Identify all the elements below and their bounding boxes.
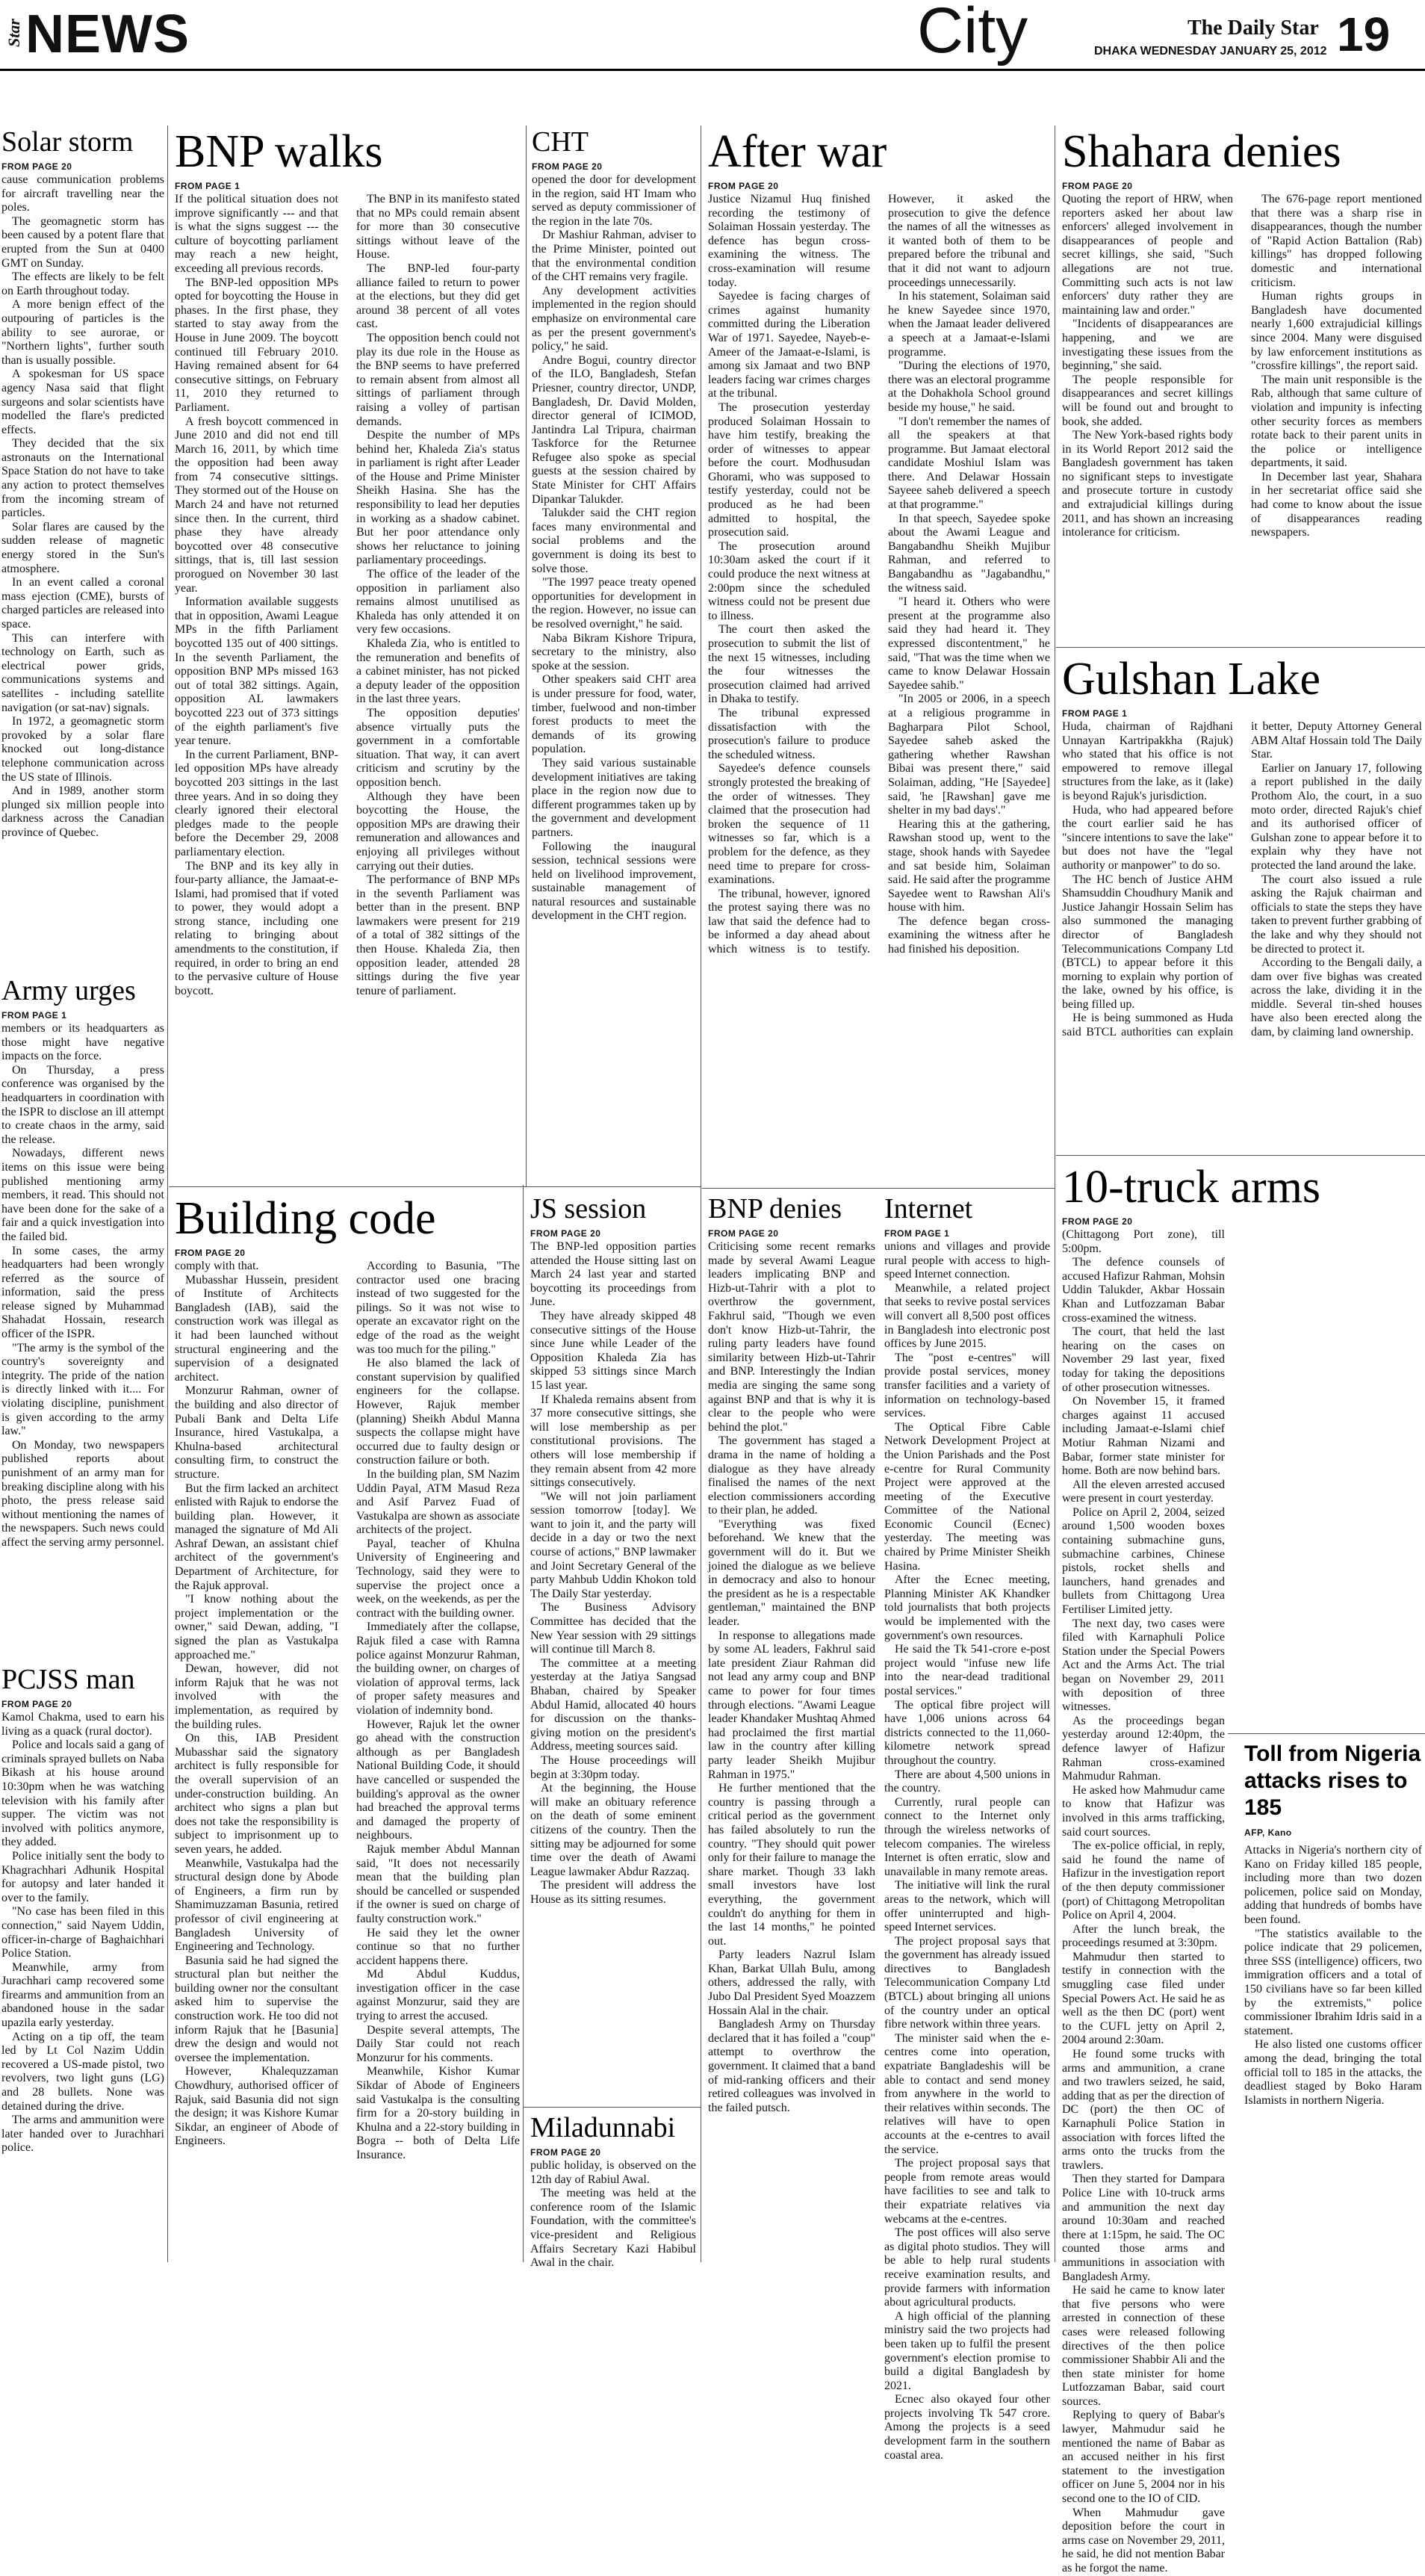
story-paragraph: After the Ecnec meeting, Planning Minister AK Khandker told journalists that both projects would be implemented with the government's own resources. (884, 1573, 1050, 1642)
story-paragraph: "Incidents of disappearances are happening, and we are investigating these issues from the beginning," she said. (1062, 318, 1233, 373)
story-headline: BNP denies (708, 1193, 842, 1224)
story-kicker: AFP, Kano (1244, 1827, 1292, 1838)
story-headline: PCJSS man (1, 1664, 135, 1695)
story-paragraph: The BNP in its manifesto stated that no MPs could remain absent for more than 30 consecutive sittings without leave of the House. (356, 193, 520, 261)
story-paragraph: "I know nothing about the project implementation or the owner," said Dewan, adding, "I signed the plan as Vastukalpa approached me." (175, 1593, 338, 1662)
story-headline: Gulshan Lake (1062, 654, 1321, 705)
story-paragraph: The opposition bench could not play its due role in the House as the BNP seems to have preferred to remain absent from almost all sittings of parliament through raising a volley of partisan demands. (356, 331, 520, 428)
story-paragraph: Replying to query of Babar's lawyer, Mahmudur said he mentioned the name of Babar as an accused neither in his first statement to the investigation officer on June 5, 2004 nor in his second one to the IO of CID. (1062, 2409, 1225, 2506)
story-paragraph: He is being summoned as Huda said BTCL authorities can explain it better, Deputy Attorney General ABM Altaf Hossain told The Daily Star. (1062, 720, 1422, 1039)
story-paragraph: If the political situation does not improve significantly --- and that is what the signs suggest --- the culture of boycotting parliament may reach a new height, exceeding all previous records. (175, 193, 338, 275)
story-body (1, 1711, 164, 2155)
story-paragraph: "During the elections of 1970, there was an electoral programme at the Dohakhola School ground beside my house," he said. (888, 359, 1050, 414)
story-divider (1056, 647, 1425, 648)
story-paragraph: The next day, two cases were filed with Karnaphuli Police Station under the Special Powers Act and the Arms Act. The trial began on November 29, 2011 with deposition of three witnesses. (1062, 1617, 1225, 1714)
story-paragraph: A fresh boycott commenced in June 2010 and did not end till March 16, 2011, by which time the opposition had been away from 74 consecutive sittings. They stormed out of the House on March 24 and have not returned since then. In the current, third phase they have already boycotted over 48 consecutive sittings, that is, till last session prorogued on November 30 last year. (175, 415, 338, 595)
story-paragraph: As the proceedings began yesterday around 12:40pm, the defence lawyer of Hafizur Rahman cross-examined Mahmudur Rahman. (1062, 1714, 1225, 1783)
story-paragraph: comply with that. (175, 1260, 259, 1272)
story-paragraph: Rajuk member Abdul Mannan said, "It does not necessarily mean that the building plan should be cancelled or suspended if the owner is sued on charge of faulty construction work." (356, 1842, 520, 1925)
story-kicker: FROM PAGE 20 (1062, 181, 1133, 191)
story-paragraph: This can interfere with technology on Earth, such as electrical power grids, communications systems and satellites - including satellite navigation (or sat-nav) signals. (1, 631, 164, 714)
story-headline: Miladunnabi (530, 2112, 676, 2143)
story-paragraph: Any development activities implemented in the region should emphasize on environmental care as per the present government's policy," he said. (532, 284, 696, 353)
story-paragraph: The project proposal says that people from remote areas would have facilities to see and talk to their expatriate relatives via webcams at the e-centres. (884, 2157, 1050, 2226)
story-paragraph: He also listed one customs officer among the dead, bringing the total official toll to 185 in the attacks, the deadliest staged by Boko Haram Islamists in northern Nigeria. (1244, 2038, 1422, 2107)
story-kicker: FROM PAGE 20 (708, 1228, 779, 1239)
story-paragraph: On Thursday, a press conference was organised by the headquarters in coordination with the ISPR to disclose an ill attempt to create chaos in the army, said the release. (1, 1063, 164, 1146)
story-body (530, 2159, 696, 2270)
story-paragraph: The tribunal, however, ignored the protest saying there was no law that said the defence had to be informed a day ahead about which witness is to testify. However, it asked the prosecution to give the defence the names of all the witnesses as it wanted both of them to be prepared before the tribunal and that it did not want to adjourn proceedings unnecessarily. (708, 193, 1050, 956)
story-cht (532, 126, 696, 1179)
story-headline: Toll from Nigeria attacks rises to 185 (1244, 1741, 1421, 1820)
story-paragraph: The defence began cross-examining the witness after he had finished his deposition. (888, 914, 1050, 956)
story-paragraph: The court, that held the last hearing on the cases on November 29 last year, fixed today for taking the depositions of other prosecution witnesses. (1062, 1325, 1225, 1394)
story-paragraph: Huda, who had appeared before the court earlier said he has "sincere intentions to save the lake" but does not have the "legal authority or manpower" to do so. (1062, 803, 1233, 872)
story-paragraph: Despite several attempts, The Daily Star could not reach Monzurur for his comments. (356, 2023, 520, 2064)
story-paragraph: Hearing this at the gathering, Rawshan stood up, went to the stage, shook hands with Sayedee and sat beside him, Solaiman said. He said after the programme Sayedee went to Rawshan Ali's house with him. (888, 817, 1050, 914)
story-paragraph: On Monday, two newspapers published reports about punishment of an army man for breaking discipline along with his photo, the press release said without mentioning the names of the newspapers. Such news could affect the serving army personnel. (1, 1438, 164, 1549)
story-nigeria (1244, 1741, 1422, 2262)
story-gulshan-lake (1062, 653, 1422, 1151)
story-paragraph: "Everything was fixed beforehand. We knew that the government will do it. But we joined the dialogue as we believe in democracy and also to honour the president as he is a respectable gentleman," maintained the BNP leader. (708, 1517, 875, 1629)
story-paragraph: "I heard it. Others who were present at the programme also said they had heard it. They expressed discontentment," he said, "That was the time when we came to know Delawar Hossain Sayedee sahib." (888, 595, 1050, 692)
story-headline: Solar storm (1, 126, 134, 158)
story-paragraph: Bangladesh Army on Thursday declared that it has foiled a "coup" attempt to overthrow the government. It claimed that a band of mid-ranking officers and their retired colleagues was involved in the failed putsch. (708, 2018, 875, 2114)
story-solar-storm (1, 126, 164, 970)
story-kicker: FROM PAGE 1 (1, 1010, 67, 1021)
story-paragraph: He also blamed the lack of constant supervision by qualified engineers for the collapse. However, Rajuk member (planning) Sheikh Abdul Manna suspects the collapse might have occurred due to faulty design or construction failure or both. (356, 1357, 520, 1467)
story-paragraph: Other speakers said CHT area is under pressure for food, water, timber, fuelwood and non-timber forest products to meet the demands of its growing population. (532, 673, 696, 756)
story-paragraph: In his statement, Solaiman said he knew Sayedee since 1970, when the Jamaat leader delivered a speech at a Jamaat-e-Islami programme. (888, 290, 1050, 359)
story-kicker: FROM PAGE 20 (532, 161, 603, 172)
dateline: DHAKA WEDNESDAY JANUARY 25, 2012 (1094, 45, 1327, 58)
story-kicker: FROM PAGE 20 (1, 161, 72, 172)
story-body (1062, 1228, 1225, 2575)
masthead (0, 0, 1425, 71)
story-paragraph: The project proposal says that the government has already issued directives to Bangladesh Telecommunication Company Ltd (BTCL) about bringing all unions of the country under an optical fibre network within three years. (884, 1934, 1050, 2031)
story-paragraph: The prosecution around 10:30am asked the court if it could produce the next witness at 2:00pm since the scheduled witness could not be present due to illness. (708, 539, 870, 622)
story-paragraph: The people responsible for disappearances and secret killings will be found out and brought to book, she added. (1062, 373, 1233, 428)
story-paragraph: When Mahmudur gave deposition before the court in arms case on November 29, 2011, he said, he did not mention Babar as he forgot the name. (1062, 2506, 1225, 2575)
story-paragraph: Then they started for Dampara Police Line with 10-truck arms and ammunition the next day around 10:30am and reached there at 1:15pm, he said. The OC counted those arms and ammunitions in association with Bangladesh Army. (1062, 2173, 1225, 2283)
story-paragraph: The House proceedings will begin at 3:30pm today. (530, 1753, 696, 1781)
story-paragraph: The "post e-centres" will provide postal services, money transfer facilities and a variety of information on technology-based services. (884, 1351, 1050, 1420)
story-paragraph: The performance of BNP MPs in the seventh Parliament was better than in the present. BNP lawmakers were present for 219 of a total of 382 sittings of the then House. Khaleda Zia, then opposition leader, attended 28 sittings during the five year tenure of parliament. (356, 873, 520, 997)
story-paragraph: Dr Mashiur Rahman, adviser to the Prime Minister, pointed out that the environmental condition of the CHT remains very fragile. (532, 229, 696, 284)
story-body (1, 173, 164, 840)
story-paragraph: "We will not join parliament session tomorrow [today]. We want to join it, and the party will decide in a day or two the next course of actions," BNP lawmaker and Joint Secretary General of the party Mahbub Uddin Khokon told The Daily Star yesterday. (530, 1490, 696, 1600)
story-body (532, 173, 696, 923)
story-paragraph: The post offices will also serve as digital photo studios. They will be able to help rural students receive examination results, and provide farmers with information about agricultural products. (884, 2226, 1050, 2309)
story-paragraph: The New York-based rights body in its World Report 2012 said the Bangladesh government has taken no significant steps to investigate and prosecute torture in custody and extrajudicial killings during 2011, and has shown an increasing intolerance for criticism. (1062, 429, 1233, 539)
story-kicker: FROM PAGE 1 (884, 1228, 950, 1239)
story-paragraph: The minister said when the e-centres come into operation, expatriate Bangladeshis will be able to contact and send money from anywhere in the world to their relatives within seconds. The relatives will have to open accounts at the e-centres to avail the service. (884, 2031, 1050, 2156)
story-paragraph: cause communication problems for aircraft travelling near the poles. (1, 173, 164, 214)
story-paragraph: The Optical Fibre Cable Network Development Project at the Union Parishads and the Post e-centre for Rural Community Project were approved at the meeting of the Executive Committee of the National Economic Council (Ecnec) yesterday. The meeting was chaired by Prime Minister Sheikh Hasina. (884, 1420, 1050, 1573)
story-body (1, 1022, 164, 1550)
story-paragraph: On this, IAB President Mubasshar said the signatory architect is fully responsible for the overall supervision of an under-construction building. An architect who signs a plan but does not take the responsibility is subject to imprisonment up to seven years, he added. (175, 1732, 338, 1856)
story-paragraph: Information available suggests that in opposition, Awami League MPs in the fifth Parliament boycotted 135 out of 400 sittings. In the seventh Parliament, the opposition BNP MPs missed 163 out of total 382 sittings. Again, opposition AL lawmakers boycotted 223 out of 373 sittings of the eighth parliament's five year tenure. (175, 595, 338, 748)
story-headline: 10-truck arms (1062, 1162, 1321, 1213)
story-headline: Army urges (1, 975, 136, 1006)
story-paragraph: In the building plan, SM Nazim Uddin Payal, ATM Masud Reza and Asif Parvez Fuad of Vastukalpa are shown as associate architects of the project. (356, 1467, 520, 1537)
story-paragraph: Talukder said the CHT region faces many environmental and social problems and the government is doing its best to solve those. (532, 507, 696, 575)
story-paragraph: Nowadays, different news items on this issue were being published mentioning army members, it read. This should not have been done for the sake of a fair and a quick investigation into the failed bid. (1, 1147, 164, 1243)
story-body (708, 193, 1050, 1171)
story-paragraph: The effects are likely to be felt on Earth throughout today. (1, 270, 164, 297)
story-paragraph: In December last year, Shahara in her secretariat office said she had come to know about the issue of disappearances reading newspapers. (1251, 470, 1422, 539)
story-paragraph: However, Rajuk let the owner go ahead with the construction although as per Bangladesh National Building Code, it should have cancelled or suspended the building's approval as the owner had breached the approval terms and damaged the property of neighbours. (356, 1718, 520, 1842)
story-paragraph: The BNP-led four-party alliance failed to return to power at the elections, but they did get around 38 percent of all votes cast. (356, 261, 520, 331)
story-paragraph: The court then asked the prosecution to submit the list of the next 15 witnesses, including the four witnesses the prosecution claimed had arrived in Dhaka to testify. (708, 623, 870, 706)
story-paragraph: The government has staged a drama in the name of holding a dialogue as they have already finalised the names of the next election commissioners according to their plan, he added. (708, 1434, 875, 1517)
page-number: 19 (1337, 7, 1391, 61)
story-paragraph: The 676-page report mentioned that there was a sharp rise in disappearances, though the number of "Rapid Action Battalion (Rab) killings" has dropped following domestic and international criticism. (1251, 193, 1422, 289)
story-paragraph: Mubasshar Hussein, president of Institute of Architects Bangladesh (IAB), said the construction work was illegal as it had been launched without structural engineering and the supervision of a designated architect. (175, 1273, 338, 1384)
story-paragraph: "The 1997 peace treaty opened opportunities for development in the region. However, no issue can be resolved overnight," he said. (532, 576, 696, 631)
story-paragraph: Meanwhile, army from Jurachhari camp recovered some firearms and ammunition from an abandoned house in the sadar upazila early yesterday. (1, 1960, 164, 2030)
story-paragraph: They said various sustainable development initiatives are taking place in the region now due to different programmes taken up by the government and development partners. (532, 756, 696, 839)
story-paragraph: After the lunch break, the proceedings resumed at 3:30pm. (1062, 1922, 1225, 1950)
story-paragraph: The defence counsels of accused Hafizur Rahman, Mohsin Uddin Talukder, Akbar Hossain Khan and Lutfozzaman Babar cross-examined the witness. (1062, 1256, 1225, 1325)
story-paragraph: According to the Bengali daily, a dam over five bighas was created across the lake, dividing it in the middle. Several tin-shed houses have also been erected along the dam, by claiming land ownership. (1251, 956, 1422, 1039)
story-paragraph: The optical fibre project will have 1,006 unions across 64 districts connected to the 11,060-kilometre network spread throughout the country. (884, 1698, 1050, 1767)
story-paragraph: He asked how Mahmudur came to know that Hafizur was involved in this arms trafficking, said court sources. (1062, 1783, 1225, 1839)
story-body (175, 1260, 520, 2253)
story-paragraph: At the beginning, the House will make an obituary reference on the death of some eminent citizens of the country. Then the sitting may be adjourned for some time over the death of Awami League lawmaker Abdur Razzaq. (530, 1782, 696, 1878)
story-kicker: FROM PAGE 1 (175, 181, 240, 191)
story-paragraph: Immediately after the collapse, Rajuk filed a case with Ramna police against Monzurur Rahman, the building owner, on charges of violation of approval terms, lack of proper safety measures and violation of indemnity bond. (356, 1620, 520, 1717)
story-paragraph: Solar flares are caused by the sudden release of magnetic energy stored in the Sun's atmosphere. (1, 520, 164, 575)
story-paragraph: In the current Parliament, BNP-led opposition MPs have already boycotted 203 sittings in the last three years. And in so doing they clearly ignored their electoral pledges made to the people before the December 29, 2008 parliamentary election. (175, 748, 338, 858)
story-paragraph: They have already skipped 48 consecutive sittings of the House since June while Leader of the Opposition Khaleda Zia has skipped 53 sittings since March 15 last year. (530, 1309, 696, 1392)
story-paragraph: A high official of the planning ministry said the two projects had been taken up to fulfil the present government's election promise to build a digital Bangladesh by 2021. (884, 2309, 1050, 2392)
story-paragraph: And in 1989, another storm plunged six million people into darkness across the Canadian province of Quebec. (1, 784, 164, 839)
story-paragraph: If Khaleda remains absent from 37 more consecutive sittings, she will lose membership as per constitutional provisions. The others will lose membership if they remain absent from 42 more sittings consecutively. (530, 1393, 696, 1490)
story-headline: Internet (884, 1193, 973, 1224)
story-body (1062, 720, 1422, 1146)
story-paragraph: Meanwhile, Vastukalpa had the structural design done by Abode of Engineers, a firm run by Shamimuzzaman Basunia, retired professor of civil engineering at Bangladesh University of Engineering and Technology. (175, 1857, 338, 1954)
story-headline: CHT (532, 126, 589, 158)
story-divider (169, 1186, 701, 1187)
story-miladunnabi (530, 2111, 696, 2270)
story-paragraph: A spokesman for US space agency Nasa said that flight surgeons and solar scientists have modelled the flare's predicted effects. (1, 368, 164, 436)
story-kicker: FROM PAGE 20 (175, 1248, 246, 1258)
story-paragraph: Earlier on January 17, following a report published in the daily Prothom Alo, the court, in a suo moto order, directed Rajuk's chief and its authorised officer of Gulshan zone to appear before it to explain why they have not protected the land around the lake. (1251, 761, 1422, 872)
story-paragraph: However, Khalequzzaman Chowdhury, authorised officer of Rajuk, said Basunia did not sign the design; it was Kishore Kumar Sikdar, an engineer of Abode of Engineers. (175, 2065, 338, 2148)
story-paragraph: Police on April 2, 2004, seized around 1,500 wooden boxes containing submachine guns, submachine carbines, Chinese pistols, rocket shells and launchers, hand grenades and bullets from Chittagong Urea Fertiliser Limited jetty. (1062, 1505, 1225, 1617)
story-internet (884, 1192, 1050, 2462)
story-paragraph: The main unit responsible is the Rab, although that same culture of violation and impunity is infecting other security forces as members rotate back to their parent units in the police or intelligence departments, it said. (1251, 373, 1422, 470)
story-paragraph: The arms and ammunition were later handed over to Jurachhari police. (1, 2114, 164, 2155)
story-paragraph: Despite the number of MPs behind her, Khaleda Zia's status in parliament is right after Leader of the House and Prime Minister Sheikh Hasina. She has the responsibility to lead her deputies in working as a shadow cabinet. But her poor attendance only shows her reluctance to joining parliamentary proceedings. (356, 429, 520, 567)
story-kicker: FROM PAGE 20 (530, 2147, 601, 2158)
story-body (1062, 193, 1422, 638)
story-paragraph: In response to allegations made by some AL leaders, Fakhrul said late president Ziaur Rahman did not lead any army coup and BNP came to power for four times through elections. "Awami League leader Khandaker Mushtaq Ahmed had proclaimed the first martial law in the country after killing party leader Sheikh Mujibur Rahman in 1975." (708, 1629, 875, 1781)
column-rule (523, 1185, 524, 2262)
story-paragraph: "In 2005 or 2006, in a speech at a religious programme in Bagharpara Pilot School, Sayedee saheb asked the gathering whether Rawshan Bibai was present there," said Solaiman, adding, "He [Sayedee] said, 'he [Rawshan] gave me shelter in my bad days'." (888, 693, 1050, 817)
story-paragraph: Meanwhile, Kishor Kumar Sikdar of Abode of Engineers said Vastukalpa is the consulting firm for a 20-story building in Khulna and a 22-story building in Bogra -- both of Delta Life Insurance. (356, 2065, 520, 2161)
story-paragraph: Police initially sent the body to Khagrachhari Adhunik Hospital for autopsy and later handed it over to the family. (1, 1849, 164, 1904)
story-paragraph: The BNP-led opposition parties attended the House sitting last on March 24 last year and started boycotting its proceedings from June. (530, 1240, 696, 1309)
column-rule (526, 126, 527, 1186)
story-paragraph: Criticising some recent remarks made by several Awami League leaders implicating BNP and Hizb-ut-Tahrir with a plot to overthrow the government, Fakhrul said, "Though we even don't know Hizb-ut-Tahrir, the ruling party leaders have found similarity between Hizb-ut-Tahrir and BNP. Interestingly the Indian media are singing the same song against BNP and that is why it is clear to the people who were behind the plot." (708, 1240, 875, 1434)
story-paragraph: In some cases, the army headquarters had been wrongly referred as the source of information, said the press release signed by Muhammad Shahadat Hossain, research officer of the ISPR. (1, 1244, 164, 1341)
story-paragraph: The committee at a meeting yesterday at the Jatiya Sangsad Bhaban, chaired by Speaker Abdul Hamid, allocated 40 hours for discussion on the thanks-giving motion on the president's Address, meeting sources said. (530, 1656, 696, 1753)
story-paragraph: Andre Bogui, country director of the ILO, Bangladesh, Stefan Priesner, country director, UNDP, Bangladesh, Dr. David Molden, director general of ICIMOD, Jantindra Lal Tripura, chairman Taskforce for the Returnee Refugee also spoke as special guests at the session chaired by State Minister for CHT Affairs Dipankar Talukder. (532, 353, 696, 506)
story-paragraph: The geomagnetic storm has been caused by a potent flare that erupted from the Sun at 0400 GMT on Sunday. (1, 214, 164, 270)
story-paragraph: Dewan, however, did not inform Rajuk that he was not involved with the implementation, as required by the building rules. (175, 1662, 338, 1731)
story-paragraph: Kamol Chakma, used to earn his living as a quack (rural doctor). (1, 1711, 164, 1738)
story-paragraph: The Business Advisory Committee has decided that the New Year session with 29 sittings will continue till March 8. (530, 1601, 696, 1656)
story-paragraph: In an event called a coronal mass ejection (CME), bursts of charged particles are released into space. (1, 576, 164, 631)
story-paragraph: "No case has been filed in this connection," said Nayem Uddin, officer-in-charge of Baghaichhari Police Station. (1, 1905, 164, 1960)
story-shahara-denies (1062, 126, 1422, 643)
story-paragraph: Party leaders Nazrul Islam Khan, Barkat Ullah Bulu, among others, addressed the rally, with Jubo Dal President Syed Moazzem Hossain Alal in the chair. (708, 1948, 875, 2017)
story-building-code (175, 1192, 520, 2262)
story-paragraph: opened the door for development in the region, said HT Imam who served as deputy commissioner of the region in the late 70s. (532, 173, 696, 228)
story-headline: After war (708, 126, 887, 177)
story-paragraph: "I don't remember the names of all the speakers at that programme. But Jamaat electoral candidate Moshiul Islam was there. And Delawar Hossain Sayeee saheb delivered a speech at that programme." (888, 415, 1050, 512)
story-paragraph: The president will address the House as its sitting resumes. (530, 1879, 696, 1906)
story-paragraph: public holiday, is observed on the 12th day of Rabiul Awal. (530, 2159, 696, 2186)
story-kicker: FROM PAGE 20 (708, 181, 779, 191)
story-paragraph: The BNP and its key ally in four-party alliance, the Jamaat-e-Islami, had promised that if voted to power, they would adopt a strong stance, including one relating to bringing about amendments to the constitution, if required, in order to bring an end to the pervasive culture of House boycott. (175, 859, 338, 997)
story-divider (702, 1188, 1055, 1189)
story-paragraph: Acting on a tip off, the team led by Lt Col Nazim Uddin recovered a US-made pistol, two revolvers, two light guns (LG) and 28 bullets. None was detained during the drive. (1, 2030, 164, 2113)
story-paragraph: The office of the leader of the opposition in parliament also remains almost unutilised as Khaleda has only attended it on very few occasions. (356, 568, 520, 637)
story-paragraph: Khaleda Zia, who is entitled to the remuneration and benefits of a cabinet minister, has not picked a deputy leader of the opposition in the last three years. (356, 637, 520, 706)
story-paragraph: The court also issued a rule asking the Rajuk chairman and officials to state the steps they have taken to prevent further grabbing of the lake and why they should not be directed to protect it. (1251, 873, 1422, 956)
column-rule (167, 126, 168, 2262)
story-paragraph: (Chittagong Port zone), till 5:00pm. (1062, 1228, 1225, 1255)
story-paragraph: He said the Tk 541-crore e-post project would "infuse new life into the near-dead traditional postal services." (884, 1643, 1050, 1697)
story-paragraph: He found some trucks with arms and ammunition, a crane and two trawlers seized, he said, adding that as per the direction of DC (port) the then OC of Karnaphuli Police Station in association with forces lifted the arms onto the trucks from the trawlers. (1062, 2048, 1225, 2172)
story-paragraph: But the firm lacked an architect enlisted with Rajuk to endorse the building plan. However, it managed the signature of Md Ali Ashraf Dewan, an assistant chief architect of the government's Department of Architecture, for the Rajuk approval. (175, 1481, 338, 1592)
story-paragraph: "The statistics available to the police indicate that 29 policemen, three SSS (intelligence) officers, two immigration officers and a total of 150 civilians have so far been killed by the extremists," police commissioner Ibrahim Idris said in a statement. (1244, 1927, 1422, 2037)
story-paragraph: They decided that the six astronauts on the International Space Station do not have to take any action to protect themselves from the incoming stream of particles. (1, 437, 164, 520)
star-logo: Star (4, 19, 23, 47)
story-paragraph: The BNP-led opposition MPs opted for boycotting the House in phases. In the first phase, they started to stay away from the House in June 2009. The boycott continued till February 2010. Having remained absent for 64 consecutive sittings, on February 11, 2010 they returned to Parliament. (175, 276, 338, 414)
story-paragraph: Attacks in Nigeria's northern city of Kano on Friday killed 185 people, including more than two dozen policemen, police said on Monday, adding that hundreds of bombs have been found. (1244, 1844, 1422, 1926)
story-paragraph: Justice Nizamul Huq finished recording the testimony of Solaiman Hossain yesterday. The defence has begun cross-examining the witness. The cross-examination will resume today. (708, 193, 870, 289)
story-paragraph: Mahmudur then started to testify in connection with the smuggling case filed under Special Powers Act. He said he as well as the then DC (port) went to the CUFL jetty on April 2, 2004 around 2:30am. (1062, 1950, 1225, 2047)
story-headline: BNP walks (175, 126, 383, 177)
story-paragraph: The tribunal expressed dissatisfaction with the prosecution's failure to produce the scheduled witness. (708, 706, 870, 761)
story-kicker: FROM PAGE 20 (1062, 1216, 1133, 1227)
story-kicker: FROM PAGE 20 (1, 1699, 72, 1709)
story-paragraph: The meeting was held at the conference room of the Islamic Foundation, with the committee's vice-president and Religious Affairs Secretary Kazi Habibul Awal in the chair. (530, 2187, 696, 2270)
story-paragraph: Although they have been boycotting the House, the opposition MPs are drawing their remuneration and allowances and enjoying all privileges without carrying out their duties. (356, 790, 520, 873)
story-paragraph: He further mentioned that the country is passing through a critical period as the government has failed absolutely to run the country. "They should quit power only for their failure to manage the share market. Though 33 lakh small investors have lost everything, the government couldn't do anything for them in the last 14 months," he pointed out. (708, 1782, 875, 1948)
story-paragraph: All the eleven arrested accused were present in court yesterday. (1062, 1478, 1225, 1505)
story-paragraph: In that speech, Sayedee spoke about the Awami League and Bangabandhu Sheikh Mujibur Rahman, and referred to Bangabandhu as "Jagabandhu," the witness said. (888, 512, 1050, 595)
story-body (1244, 1844, 1422, 2108)
story-paragraph: According to Basunia, "The contractor used one bracing instead of two suggested for the pilings. So it was not wise to operate an excavator right on the edge of the road as the weight was too much for the piling." (356, 1260, 520, 1356)
story-paragraph: The HC bench of Justice AHM Shamsuddin Choudhury Manik and Justice Jahangir Hossain Selim has also summoned the managing director of Bangladesh Telecommunications Company Ltd (BTCL) to appear before it this morning to explain why portion of the lake, owned by his office, is being filled up. (1062, 873, 1233, 1011)
story-body (884, 1240, 1050, 2462)
story-after-war (708, 126, 1050, 1179)
story-kicker: FROM PAGE 20 (530, 1228, 601, 1239)
story-bnp-walks (175, 126, 520, 1179)
story-headline: JS session (530, 1193, 647, 1224)
story-bnp-denies (708, 1192, 875, 2262)
story-paragraph: Naba Bikram Kishore Tripura, secretary to the ministry, also spoke at the session. (532, 631, 696, 672)
story-paragraph: Sayedee is facing charges of crimes against humanity committed during the Liberation War of 1971. Sayedee, Nayeb-e-Ameer of the Jamaat-e-Islami, is among six Jamaat and two BNP leaders facing war crimes charges at the tribunal. (708, 290, 870, 400)
story-paragraph: There are about 4,500 unions in the country. (884, 1768, 1050, 1795)
story-paragraph: Police and locals said a gang of criminals sprayed bullets on Naba Bikash at his house around 10:30pm when he was watching television with his family after supper. The victim was not involved with politics anymore, they added. (1, 1739, 164, 1849)
story-paragraph: The opposition deputies' absence virtually puts the government in a comfortable situation. That way, it can avert criticism and scrutiny by the opposition bench. (356, 706, 520, 789)
story-paragraph: The ex-police official, in reply, said he found the name of Hafizur in the investigation report of the then deputy commissioner (port) of Chittagong Metropolitan Police on April 4, 2004. (1062, 1839, 1225, 1922)
section-title-city: City (917, 0, 1028, 66)
story-paragraph: In 1972, a geomagnetic storm provoked by a solar flare knocked out long-distance telephone communication across the US state of Illinois. (1, 715, 164, 784)
story-divider (1056, 1155, 1425, 1156)
story-paragraph: Human rights groups in Bangladesh have documented nearly 1,600 extrajudicial killings since 2004. Many were disguised by law enforcement institutions as "crossfire killings", the report said. (1251, 290, 1422, 373)
story-paragraph: Sayedee's defence counsels strongly protested the breaking of the order of witnesses. They claimed that the prosecution had broken the sequence of 11 witnesses so far, which is a problem for the defence, as they need time to prepare for cross-examinations. (708, 762, 870, 887)
story-paragraph: On November 15, it framed charges against 11 accused including Jamaat-e-Islami chief Motiur Rahman Nizami and Babar, former state minister for home. Both are now behind bars. (1062, 1395, 1225, 1478)
story-paragraph: Huda, chairman of Rajdhani Unnayan Kartripakkha (Rajuk) who stated that his office is not empowered to remove illegal structures from the lake, as it (lake) is beyond Rajuk's jurisdiction. (1062, 720, 1233, 802)
story-paragraph: The initiative will link the rural areas to the network, which will offer uninterrupted and high-speed Internet services. (884, 1879, 1050, 1934)
story-headline: Building code (175, 1193, 436, 1244)
story-paragraph: Md Abdul Kuddus, investigation officer in the case against Monzurur, said they are trying to arrest the accused. (356, 1968, 520, 2023)
story-paragraph: Quoting the report of HRW, when reporters asked her about law enforcers' alleged involvement in disappearances of people and secret killings, she said, "Such allegations are not true. Committing such acts is not law enforcers' duty rather they are maintaining law and order." (1062, 193, 1233, 317)
story-body (530, 1240, 696, 1907)
story-paragraph: Following the inaugural session, technical sessions were held on livelihood improvement, sustainable management of natural resources and sustainable development in the CHT region. (532, 840, 696, 923)
story-paragraph: He said they let the owner continue so that no further accident happens there. (356, 1926, 520, 1967)
story-paragraph: Currently, rural people can connect to the Internet only through the wireless networks of telecom companies. The wireless Internet is often erratic, slow and unavailable in many remote areas. (884, 1795, 1050, 1878)
story-paragraph: He said he came to know later that five persons who were arrested in connection of these cases were released following directives of the then police commissioner Shabbir Ali and the then state minister for home Lutfozzaman Babar, said court sources. (1062, 2284, 1225, 2408)
story-paragraph: Payal, teacher of Khulna University of Engineering and Technology, said they were to supervise the project once a week, on the weekends, as per the contract with the building owner. (356, 1537, 520, 1620)
story-paragraph: unions and villages and provide rural people with access to high-speed Internet connection. (884, 1240, 1050, 1281)
story-paragraph: Meanwhile, a related project that seeks to revive postal services will convert all 8,500 post offices in Bangladesh into electronic post offices by June 2015. (884, 1281, 1050, 1351)
story-body (175, 193, 520, 1171)
story-kicker: FROM PAGE 1 (1062, 708, 1128, 719)
paper-name: The Daily Star (1188, 16, 1319, 40)
story-paragraph: The prosecution yesterday produced Solaiman Hossain to have him testify, breaking the order of witnesses to appear before the court. Modhusudan Ghorami, who was supposed to testify yesterday, could not be produced as he had been admitted to hospital, the prosecution said. (708, 400, 870, 539)
story-body (708, 1240, 875, 2115)
story-pcjss-man (1, 1663, 164, 2262)
story-paragraph: members or its headquarters as those might have negative impacts on the force. (1, 1022, 164, 1063)
story-army-urges (1, 974, 164, 1651)
story-paragraph: Ecnec also okayed four other projects involving Tk 547 crore. Among the projects is a seed development farm in the southern coastal area. (884, 2393, 1050, 2462)
section-title-news: NEWS (25, 4, 190, 64)
story-paragraph: Basunia said he had signed the structural plan but neither the building owner nor the consultant asked him to supervise the construction work. He too did not inform Rajuk that he [Basunia] drew the design and would not oversee the implementation. (175, 1954, 338, 2064)
story-paragraph: "The army is the symbol of the country's sovereignty and integrity. The pride of the nation is directly linked with it.... For violating discipline, punishment is given according to the army law." (1, 1341, 164, 1438)
story-headline: Shahara denies (1062, 126, 1341, 177)
story-paragraph: Monzurur Rahman, owner of the building and also director of Pubali Bank and Delta Life Insurance, hired Vastukalpa, a Khulna-based architectural consulting firm, to construct the structure. (175, 1384, 338, 1481)
story-divider (523, 2107, 701, 2108)
story-js-session (530, 1192, 696, 2102)
story-paragraph: A more benign effect of the outpouring of particles is the ability to see aurorae, or "Northern lights", further south than is usually possible. (1, 298, 164, 367)
